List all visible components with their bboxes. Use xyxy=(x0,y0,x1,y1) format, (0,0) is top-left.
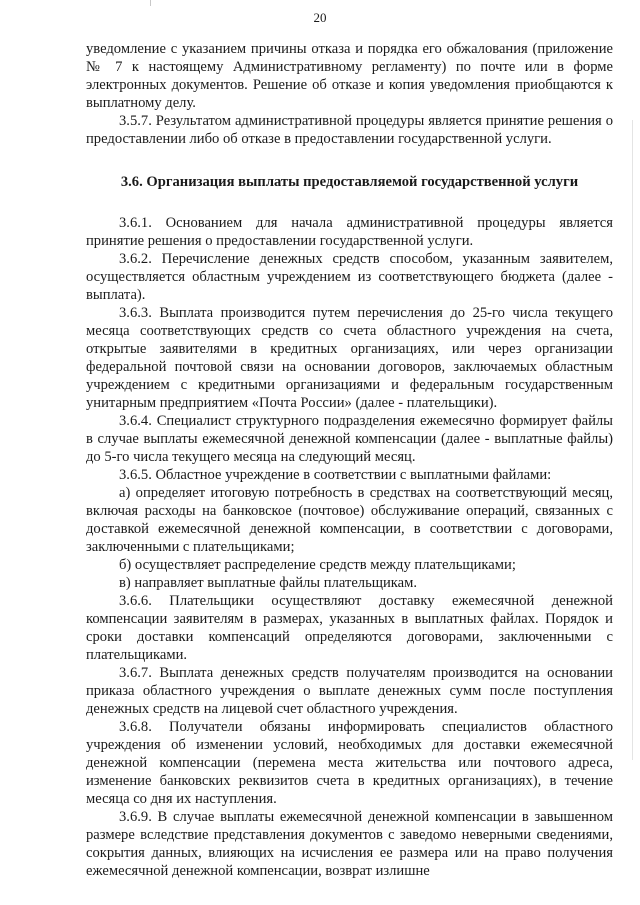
paragraph-3-6-9: 3.6.9. В случае выплаты ежемесячной денежной компенсации в завышенном размере вследствие представления документов с заведомо неверными сведениями, сокрытия данных, влияющих на исчисления ее размера или на право получения ежемесячной денежной компенсации, возврат излишне xyxy=(86,809,613,879)
paragraph-continuation: уведомление с указанием причины отказа и порядка его обжалования (приложение № 7 к настоящему Административному регламенту) по почте или в форме электронных документов. Решение об отказе и копия уведомления приобщаются к выплатному делу. xyxy=(86,41,613,111)
page-number: 20 xyxy=(313,10,327,25)
paragraph-3-6-6: 3.6.6. Плательщики осуществляют доставку ежемесячной денежной компенсации заявителям в размерах, указанных в выплатных файлах. Порядок и сроки доставки компенсаций определяются договорами, заключенными с плательщиками. xyxy=(86,593,613,663)
paragraph-3-6-3: 3.6.3. Выплата производится путем перечисления до 25-го числа текущего месяца соответствующих средств со счета областного учреждения на счета, открытые заявителями в кредитных организациях, или через организации федеральной почтовой связи на основании договоров, заключаемых областным учреждением с кредитными организациями и федеральным государственным унитарным предприятием «Почта России» (далее - плательщики). xyxy=(86,305,613,411)
list-item-b: б) осуществляет распределение средств между плательщиками; xyxy=(119,557,516,573)
paragraph-3-6-7: 3.6.7. Выплата денежных средств получателям производится на основании приказа областного учреждения о выплате денежных сумм после поступления денежных средств на лицевой счет областного учреждения. xyxy=(86,665,613,717)
paragraph-3-6-4: 3.6.4. Специалист структурного подразделения ежемесячно формирует файлы в случае выплаты ежемесячной денежной компенсации (далее - выплатные файлы) до 5-го числа текущего месяца на следующий месяц. xyxy=(86,413,613,465)
paragraph-3-6-2: 3.6.2. Перечисление денежных средств способом, указанным заявителем, осуществляется областным учреждением из соответствующего бюджета (далее - выплата). xyxy=(86,251,613,303)
paragraph-3-6-5: 3.6.5. Областное учреждение в соответствии с выплатными файлами: xyxy=(119,467,552,483)
list-item-c: в) направляет выплатные файлы плательщикам. xyxy=(119,575,418,591)
paragraph-3-5-7: 3.5.7. Результатом административной процедуры является принятие решения о предоставлении либо об отказе в предоставлении государственной услуги. xyxy=(86,113,613,147)
section-heading: 3.6. Организация выплаты предоставляемой государственной услуги xyxy=(120,174,579,190)
scan-artifact-top xyxy=(150,0,151,6)
scan-artifact-right xyxy=(632,120,633,760)
document-body xyxy=(86,40,613,880)
list-item-a: а) определяет итоговую потребность в средствах на соответствующий месяц, включая расходы на банковское (почтовое) обслуживание операций, связанных с доставкой ежемесячной денежной компенсации, в соответствии с договорами, заключенными с плательщиками; xyxy=(86,485,613,555)
paragraph-3-6-1: 3.6.1. Основанием для начала административной процедуры является принятие решения о предоставлении государственной услуги. xyxy=(86,215,613,249)
paragraph-3-6-8: 3.6.8. Получатели обязаны информировать специалистов областного учреждения об изменении условий, необходимых для доставки ежемесячной денежной компенсации (перемена места жительства или почтового адреса, изменение банковских реквизитов счета в кредитных организациях), в течение месяца со дня их наступления. xyxy=(86,719,613,807)
